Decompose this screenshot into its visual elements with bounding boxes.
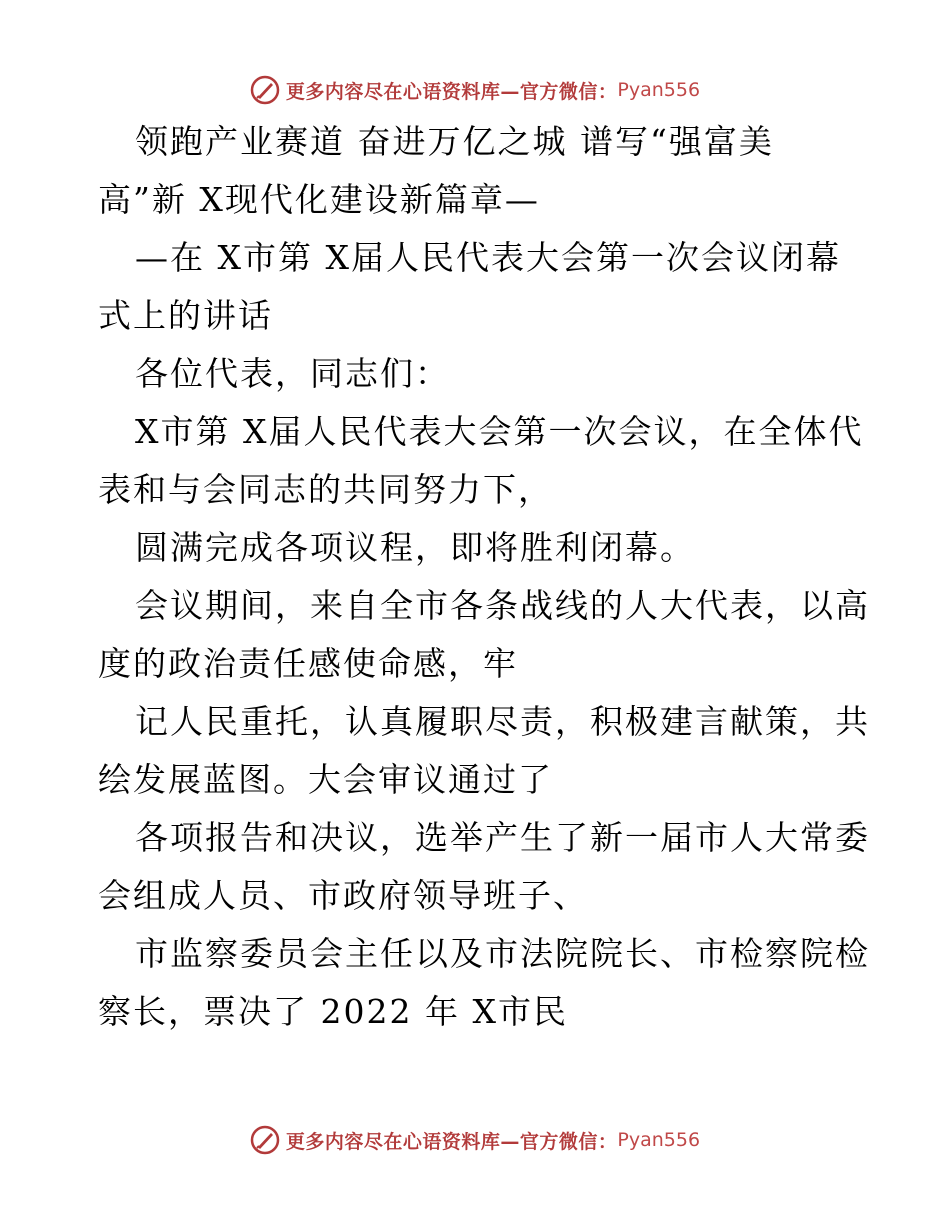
text-line: 圆满完成各项议程，即将胜利闭幕。	[135, 528, 695, 567]
text-line: —在 X市第 X届人民代表大会第一次会议闭幕	[135, 238, 841, 277]
text-line: 领跑产业赛道 奋进万亿之城 谱写“强富美	[135, 122, 774, 161]
quill-logo-icon	[250, 1125, 280, 1155]
watermark-handle: Pyan556	[617, 79, 701, 101]
text-line: 度的政治责任感使命感，牢	[98, 644, 518, 683]
footer-watermark	[0, 1122, 950, 1158]
quill-logo-icon	[250, 75, 280, 105]
header-watermark	[0, 72, 950, 108]
text-line: 察长，票决了 2022 年 X市民	[98, 992, 568, 1031]
text-line: 各位代表，同志们：	[135, 354, 450, 393]
text-line: 会议期间，来自全市各条战线的人大代表，以高	[135, 586, 870, 625]
text-line: 记人民重托，认真履职尽责，积极建言献策，共	[135, 702, 870, 741]
text-line: 会组成人员、市政府领导班子、	[98, 876, 588, 915]
watermark-handle: Pyan556	[617, 1129, 701, 1151]
watermark-text: 更多内容尽在心语资料库—官方微信：	[285, 80, 618, 103]
text-line: 绘发展蓝图。大会审议通过了	[98, 760, 553, 799]
text-line: 高”新 X现代化建设新篇章—	[98, 180, 540, 219]
text-line: 市监察委员会主任以及市法院院长、市检察院检	[135, 934, 870, 973]
text-line: 式上的讲话	[98, 296, 273, 335]
watermark-text: 更多内容尽在心语资料库—官方微信：	[285, 1130, 618, 1153]
document-body	[98, 122, 870, 1053]
text-line: 表和与会同志的共同努力下，	[98, 470, 553, 509]
text-line: 各项报告和决议，选举产生了新一届市人大常委	[135, 818, 870, 857]
text-line: X市第 X届人民代表大会第一次会议，在全体代	[135, 412, 864, 451]
